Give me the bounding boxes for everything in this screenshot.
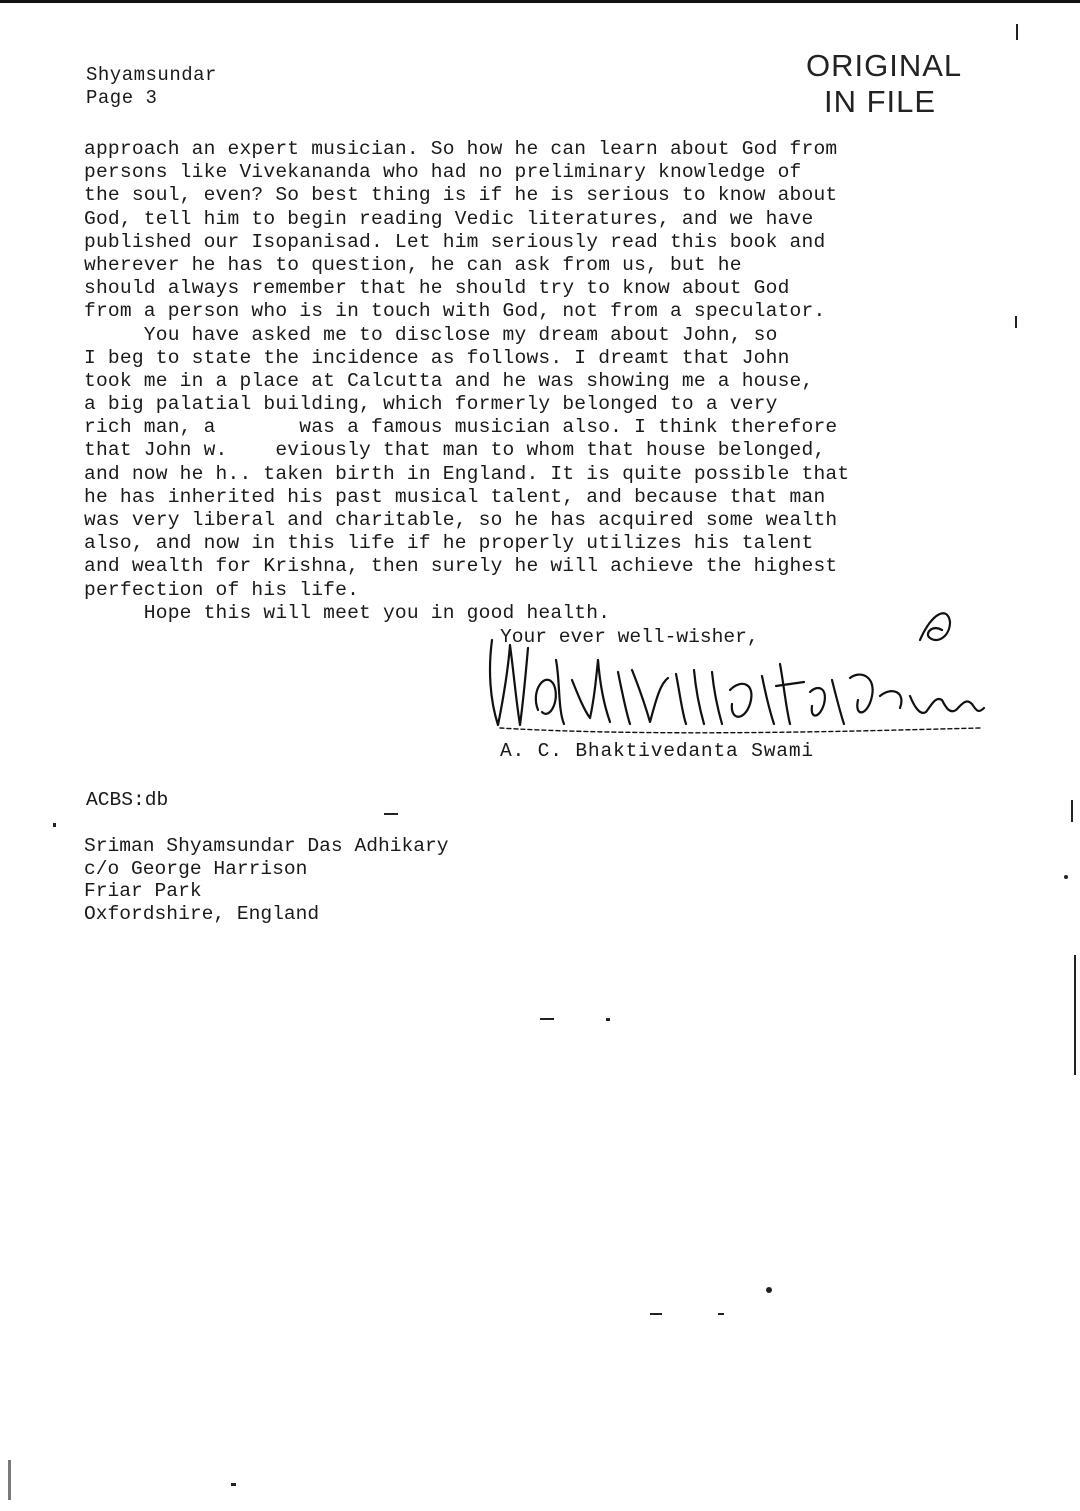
scan-speck bbox=[1074, 955, 1076, 1075]
letter-header bbox=[86, 64, 217, 110]
body-line: the soul, even? So best thing is if he is serious to know about bbox=[84, 184, 838, 207]
address-line: c/o George Harrison bbox=[84, 857, 308, 880]
handwritten-signature bbox=[480, 600, 1000, 750]
page-number: Page 3 bbox=[86, 87, 158, 109]
body-line: and wealth for Krishna, then surely he will achieve the highest bbox=[84, 555, 838, 578]
body-line: rich man, a was a famous musician also. I think therefore bbox=[84, 416, 838, 439]
scan-speck bbox=[1071, 800, 1073, 822]
address-line: Oxfordshire, England bbox=[84, 902, 320, 925]
body-line: he has inherited his past musical talent, and because that man bbox=[84, 485, 826, 508]
body-line: persons like Vivekananda who had no preliminary knowledge of bbox=[84, 161, 802, 184]
scan-speck bbox=[718, 1313, 724, 1315]
top-border bbox=[0, 0, 1080, 3]
body-line: wherever he has to question, he can ask from us, but he bbox=[84, 253, 742, 276]
body-line: from a person who is in touch with God, not from a speculator. bbox=[84, 300, 826, 323]
body-line: took me in a place at Calcutta and he was showing me a house, bbox=[84, 369, 814, 392]
scan-speck bbox=[650, 1313, 662, 1315]
scan-speck bbox=[384, 813, 398, 815]
recipient-short-name: Shyamsundar bbox=[86, 64, 217, 86]
scan-speck bbox=[1015, 316, 1017, 328]
body-line: and now he h.. taken birth in England. It is quite possible that bbox=[84, 462, 850, 485]
body-line: perfection of his life. bbox=[84, 578, 360, 601]
body-line: was very liberal and charitable, so he has acquired some wealth bbox=[84, 509, 838, 531]
body-line: Hope this will meet you in good health. bbox=[84, 601, 611, 624]
body-line: should always remember that he should try to know about God bbox=[84, 277, 790, 300]
body-line: that John w. eviously that man to whom that house belonged, bbox=[84, 439, 826, 462]
body-line: approach an expert musician. So how he can learn about God from bbox=[84, 138, 838, 160]
scan-speck bbox=[1016, 24, 1018, 40]
scan-speck bbox=[53, 823, 56, 827]
body-line: You have asked me to disclose my dream about John, so bbox=[84, 323, 778, 346]
address-line: Friar Park bbox=[84, 880, 202, 903]
scan-speck bbox=[540, 1018, 554, 1020]
scan-speck bbox=[8, 1460, 11, 1500]
body-line: God, tell him to begin reading Vedic literatures, and we have bbox=[84, 207, 814, 230]
letter-body bbox=[84, 138, 984, 625]
body-line: I beg to state the incidence as follows. I dreamt that John bbox=[84, 346, 790, 369]
closing-salutation: Your ever well-wisher, bbox=[500, 626, 759, 648]
reference-initials: ACBS:db bbox=[86, 789, 169, 811]
scan-speck bbox=[231, 1483, 236, 1486]
body-line: published our Isopanisad. Let him seriously read this book and bbox=[84, 230, 826, 253]
stamp-line-2: IN FILE bbox=[824, 84, 937, 119]
scan-speck bbox=[1064, 875, 1068, 879]
stamp-line-1: ORIGINAL bbox=[806, 48, 963, 83]
scan-speck bbox=[766, 1287, 772, 1293]
scan-speck bbox=[606, 1018, 610, 1021]
address-line: Sriman Shyamsundar Das Adhikary bbox=[84, 835, 449, 857]
body-line: a big palatial building, which formerly belonged to a very bbox=[84, 393, 778, 416]
recipient-address bbox=[84, 835, 449, 925]
original-in-file-stamp bbox=[800, 48, 963, 120]
signatory-name: A. C. Bhaktivedanta Swami bbox=[500, 740, 814, 762]
body-line: also, and now in this life if he properly utilizes his talent bbox=[84, 532, 814, 555]
